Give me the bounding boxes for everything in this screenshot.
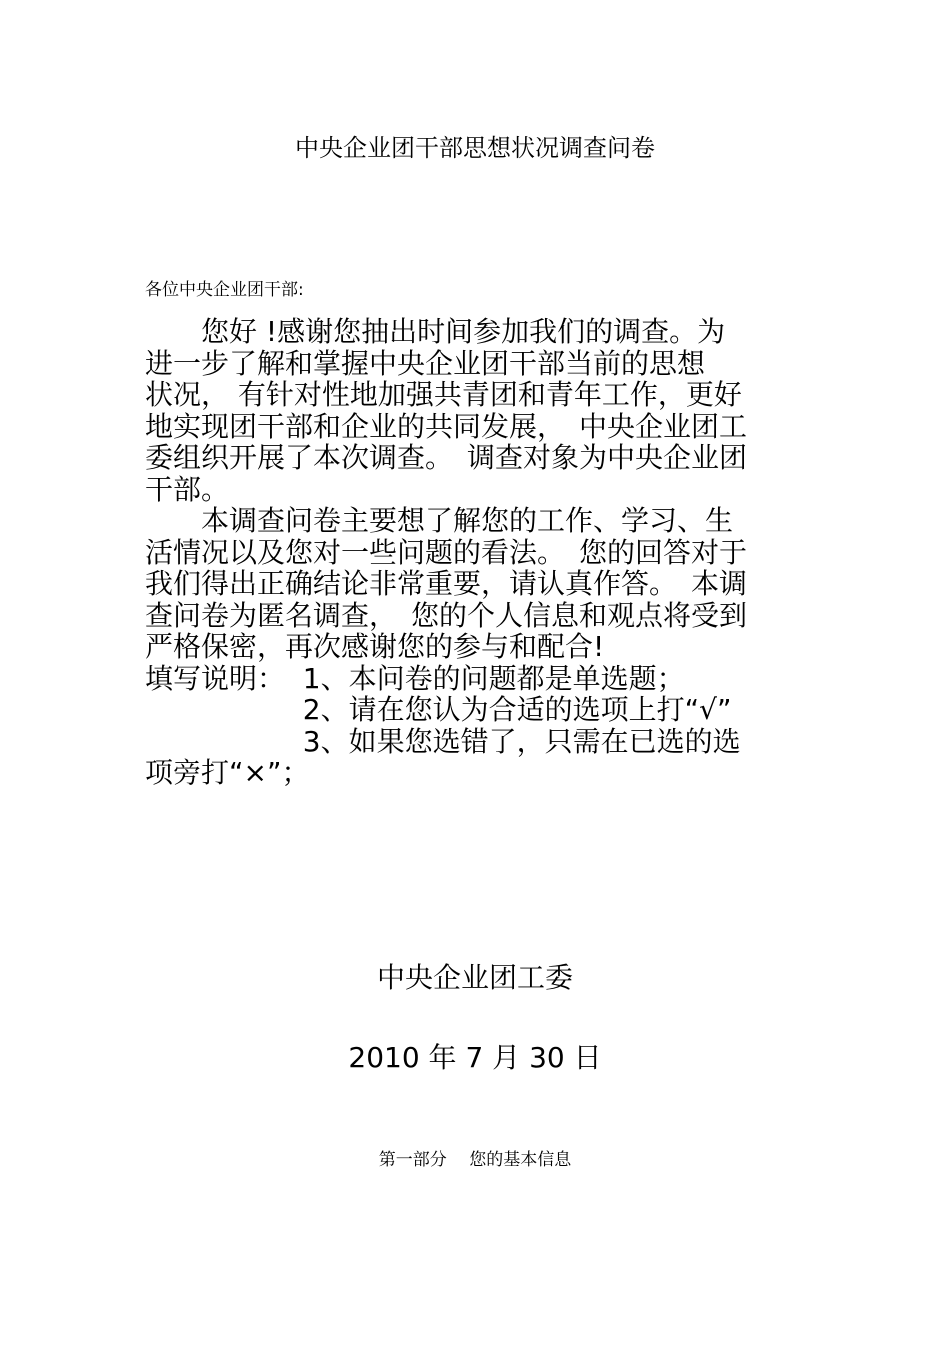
- body-line: 状况， 有针对性地加强共青团和青年工作，更好: [145, 378, 742, 411]
- instructions-line: 2、请在您认为合适的选项上打“√”: [145, 693, 732, 726]
- body-line: 严格保密，再次感谢您的参与和配合!: [145, 630, 605, 663]
- instructions-line: 3、如果您选错了，只需在已选的选: [145, 724, 741, 758]
- body-line: 查问卷为匿名调查， 您的个人信息和观点将受到: [145, 598, 748, 632]
- body-line: 地实现团干部和企业的共同发展， 中央企业团工: [145, 409, 748, 443]
- section-heading: 第一部分 您的基本信息: [378, 1150, 572, 1170]
- instructions-line: 项旁打“×”；: [145, 756, 310, 789]
- body-line: 您好 !感谢您抽出时间参加我们的调查。为: [145, 315, 726, 348]
- body-line: 活情况以及您对一些问题的看法。 您的回答对于: [145, 535, 748, 569]
- date: 2010 年 7 月 30 日: [348, 1041, 602, 1074]
- intro-body: [145, 316, 810, 789]
- document-title: 中央企业团干部思想状况调查问卷: [295, 134, 655, 162]
- body-line: 进一步了解和掌握中央企业团干部当前的思想: [145, 346, 706, 380]
- signer: 中央企业团工委: [376, 961, 573, 994]
- body-line: 委组织开展了本次调查。 调查对象为中央企业团: [145, 441, 748, 474]
- body-line: 我们得出正确结论非常重要，请认真作答。 本调: [145, 567, 748, 600]
- body-line: 本调查问卷主要想了解您的工作、学习、生: [145, 504, 734, 537]
- body-line: 干部。: [145, 472, 230, 506]
- instructions-line: 填写说明： 1、本问卷的问题都是单选题；: [145, 661, 685, 695]
- salutation: 各位中央企业团干部:: [145, 280, 304, 300]
